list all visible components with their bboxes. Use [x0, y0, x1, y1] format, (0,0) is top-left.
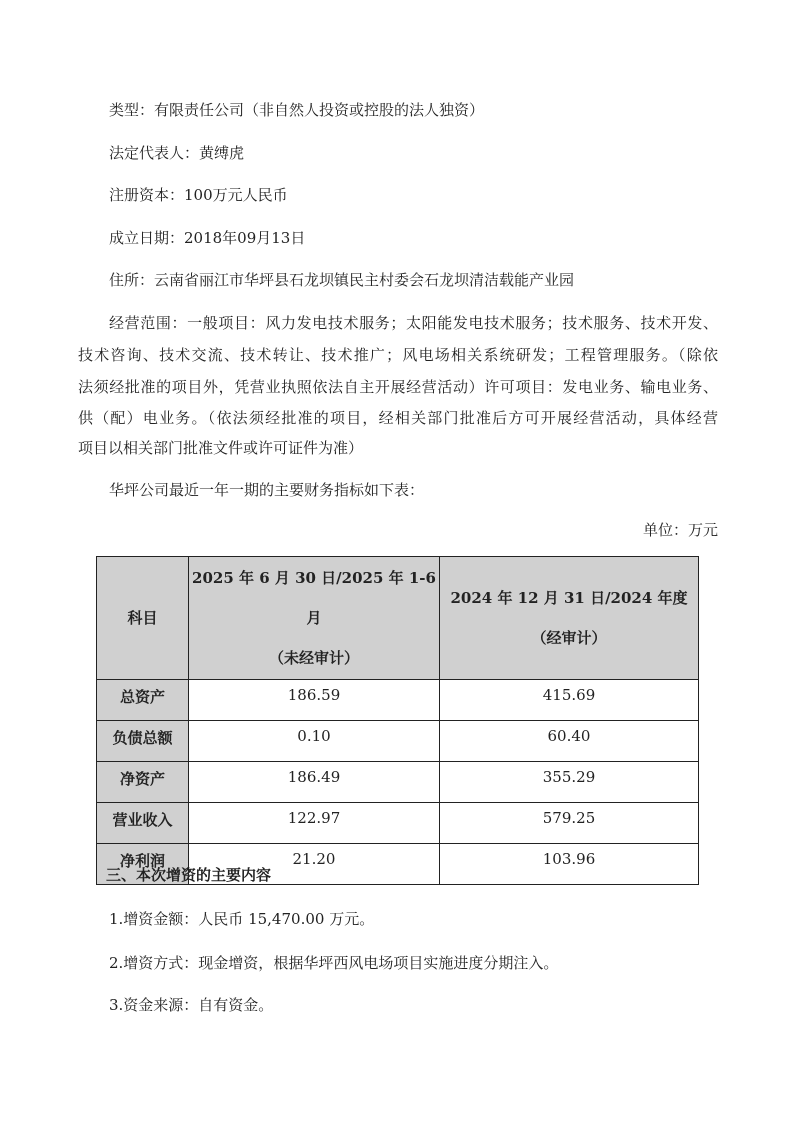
address: 住所：云南省丽江市华坪县石龙坝镇民主村委会石龙坝清洁载能产业园: [109, 271, 575, 289]
header-2025-date: 2025 年 6 月 30 日/2025 年 1-6 月: [192, 569, 436, 627]
value-2025: 186.49: [189, 762, 440, 803]
table-row: [97, 680, 699, 721]
established-date: 成立日期：2018年09月13日: [109, 229, 306, 247]
registered-capital: 注册资本：100万元人民币: [109, 186, 288, 204]
header-2024-audit: （经审计）: [531, 629, 607, 647]
row-item: 总资产: [97, 680, 189, 721]
value-2025: 122.97: [189, 803, 440, 844]
table-row: [97, 762, 699, 803]
table-row: [97, 803, 699, 844]
business-scope-line: 经营范围：一般项目：风力发电技术服务；太阳能发电技术服务；技术服务、技术开发、: [109, 314, 718, 332]
value-2025: 21.20: [189, 844, 440, 885]
business-scope-line: 法须经批准的项目外，凭营业执照依法自主开展经营活动）许可项目：发电业务、输电业务、: [78, 378, 718, 396]
header-2024-date: 2024 年 12 月 31 日/2024 年度: [450, 589, 688, 607]
header-2025: [189, 557, 440, 680]
value-2025: 0.10: [189, 721, 440, 762]
header-2025-audit: （未经审计）: [268, 649, 359, 667]
business-scope-line: 技术咨询、技术交流、技术转让、技术推广；风电场相关系统研发；工程管理服务。（除依: [78, 346, 718, 364]
value-2024: 60.40: [440, 721, 699, 762]
section-item: 3.资金来源：自有资金。: [109, 996, 274, 1014]
value-2024: 355.29: [440, 762, 699, 803]
section-item: 2.增资方式：现金增资，根据华坪西风电场项目实施进度分期注入。: [109, 954, 559, 972]
legal-representative: 法定代表人：黄缚虎: [109, 144, 245, 162]
value-2024: 579.25: [440, 803, 699, 844]
business-scope-line: 供（配）电业务。（依法须经批准的项目，经相关部门批准后方可开展经营活动，具体经营: [78, 409, 718, 427]
header-item: 科目: [97, 557, 189, 680]
financial-table: [96, 556, 699, 885]
header-2024: [440, 557, 699, 680]
table-header-row: [97, 557, 699, 680]
unit-label: 单位：万元: [642, 521, 718, 539]
company-type: 类型：有限责任公司（非自然人投资或控股的法人独资）: [109, 101, 485, 119]
value-2024: 415.69: [440, 680, 699, 721]
section-heading: 三、本次增资的主要内容: [106, 866, 272, 884]
business-scope-line: 项目以相关部门批准文件或许可证件为准）: [78, 439, 364, 457]
value-2024: 103.96: [440, 844, 699, 885]
value-2025: 186.59: [189, 680, 440, 721]
row-item: 净资产: [97, 762, 189, 803]
table-row: [97, 721, 699, 762]
table-intro: 华坪公司最近一年一期的主要财务指标如下表：: [109, 481, 425, 499]
row-item: 营业收入: [97, 803, 189, 844]
section-item: 1.增资金额：人民币 15,470.00 万元。: [109, 910, 375, 928]
row-item: 负债总额: [97, 721, 189, 762]
row-item: 净利润: [97, 844, 189, 885]
